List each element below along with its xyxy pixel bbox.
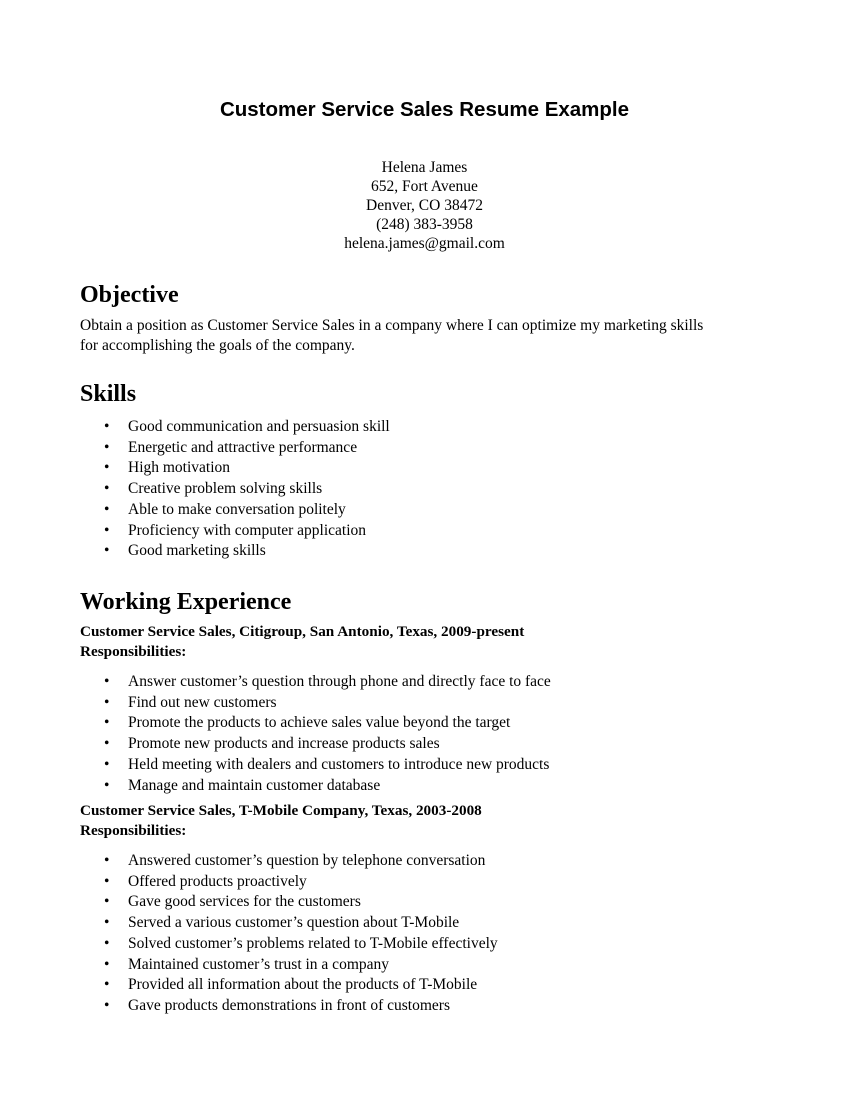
skill-text: Creative problem solving skills xyxy=(128,480,323,498)
responsibility-text: Maintained customer’s trust in a company xyxy=(128,955,390,973)
list-item: • Creative problem solving skills xyxy=(104,480,323,498)
responsibility-text: Answered customer’s question by telephone conversation xyxy=(128,852,486,869)
contact-city: Denver, CO 38472 xyxy=(366,197,483,214)
responsibility-text: Answer customer’s question through phone and directly face to face xyxy=(128,673,551,690)
responsibility-text: Manage and maintain customer database xyxy=(128,776,381,794)
skills-heading: Skills xyxy=(80,381,137,407)
job-title: Customer Service Sales, Citigroup, San Antonio, Texas, 2009-present xyxy=(80,623,525,640)
list-item: • Manage and maintain customer database xyxy=(104,776,381,794)
responsibility-text: Find out new customers xyxy=(128,693,277,711)
list-item: • Maintained customer’s trust in a company xyxy=(104,955,390,973)
responsibility-text: Promote the products to achieve sales value beyond the target xyxy=(128,714,511,732)
list-item: • Offered products proactively xyxy=(104,872,307,890)
list-item: • Solved customer’s problems related to T-Mobile effectively xyxy=(104,934,498,952)
resume-title: Customer Service Sales Resume Example xyxy=(219,98,630,121)
responsibility-text: Held meeting with dealers and customers to introduce new products xyxy=(128,755,550,773)
list-item: • Held meeting with dealers and customers to introduce new products xyxy=(104,755,550,773)
list-item: • Find out new customers xyxy=(104,693,277,711)
responsibilities-label: Responsibilities: xyxy=(80,822,187,839)
job-title: Customer Service Sales, T-Mobile Company, Texas, 2003-2008 xyxy=(80,802,482,819)
contact-address: 652, Fort Avenue xyxy=(371,178,478,195)
objective-heading: Objective xyxy=(80,282,179,308)
list-item: • Proficiency with computer application xyxy=(104,521,367,539)
objective-line: Obtain a position as Customer Service Sales in a company where I can optimize my marketing skills xyxy=(80,317,704,334)
responsibility-text: Solved customer’s problems related to T-Mobile effectively xyxy=(128,934,498,952)
responsibility-text: Offered products proactively xyxy=(128,872,307,890)
skill-text: Good marketing skills xyxy=(128,542,266,560)
skill-text: Proficiency with computer application xyxy=(128,521,367,539)
skill-text: Good communication and persuasion skill xyxy=(128,418,390,435)
list-item: • Answered customer’s question by telephone conversation xyxy=(104,852,486,869)
list-item: • Gave good services for the customers xyxy=(104,893,361,911)
contact-block xyxy=(0,158,849,253)
responsibility-text: Gave good services for the customers xyxy=(128,893,361,911)
experience-heading: Working Experience xyxy=(80,589,292,615)
list-item: • Promote the products to achieve sales value beyond the target xyxy=(104,714,511,732)
list-item: • Able to make conversation politely xyxy=(104,500,346,518)
list-item: • Promote new products and increase products sales xyxy=(104,735,440,753)
responsibilities-label: Responsibilities: xyxy=(80,643,187,660)
list-item: • Served a various customer’s question about T-Mobile xyxy=(104,914,460,932)
contact-phone: (248) 383-3958 xyxy=(376,216,473,233)
responsibility-text: Promote new products and increase products sales xyxy=(128,735,440,753)
list-item: • Provided all information about the products of T-Mobile xyxy=(104,976,478,994)
list-item: • Gave products demonstrations in front of customers xyxy=(104,996,450,1014)
list-item: • Energetic and attractive performance xyxy=(104,438,358,456)
responsibility-text: Gave products demonstrations in front of customers xyxy=(128,996,450,1014)
contact-email: helena.james@gmail.com xyxy=(344,235,505,252)
list-item: • Good communication and persuasion skill xyxy=(104,418,390,435)
contact-name: Helena James xyxy=(381,159,468,176)
job-responsibilities-list xyxy=(104,672,551,796)
skills-list xyxy=(104,417,390,562)
responsibility-text: Provided all information about the products of T-Mobile xyxy=(128,976,478,994)
list-item: • Good marketing skills xyxy=(104,542,266,560)
job-responsibilities-list xyxy=(104,851,498,1017)
skill-text: Energetic and attractive performance xyxy=(128,438,358,456)
skill-text: High motivation xyxy=(128,459,231,477)
list-item: • High motivation xyxy=(104,459,231,477)
responsibility-text: Served a various customer’s question about T-Mobile xyxy=(128,914,460,932)
objective-text xyxy=(80,316,780,356)
objective-line: for accomplishing the goals of the company. xyxy=(80,337,355,354)
skill-text: Able to make conversation politely xyxy=(128,500,346,518)
list-item: • Answer customer’s question through phone and directly face to face xyxy=(104,673,551,690)
